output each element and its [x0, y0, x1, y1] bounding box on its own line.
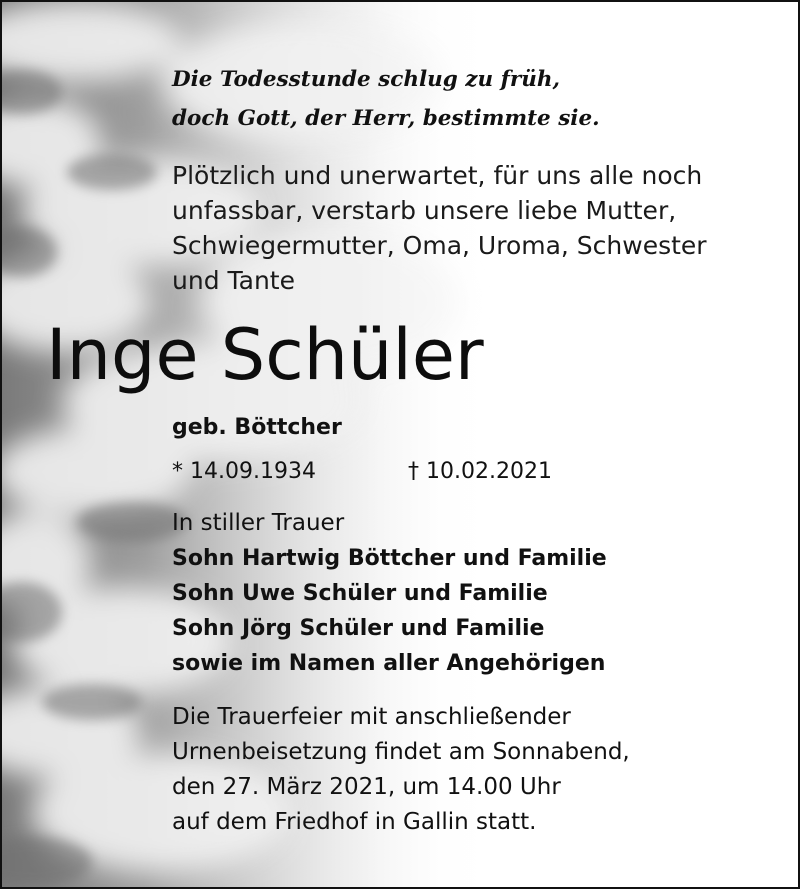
mourner-line: sowie im Namen aller Angehörigen — [172, 651, 606, 676]
maiden-name: geb. Böttcher — [172, 415, 342, 440]
funeral-line-4: auf dem Friedhof in Gallin statt. — [172, 809, 537, 835]
mourning-lead: In stiller Trauer — [172, 510, 345, 536]
funeral-line-2: Urnenbeisetzung findet am Sonnabend, — [172, 739, 630, 765]
funeral-line-1: Die Trauerfeier mit anschließender — [172, 704, 571, 730]
intro-line-2: unfassbar, verstarb unsere liebe Mutter, — [172, 196, 677, 225]
mourner-line: Sohn Jörg Schüler und Familie — [172, 616, 545, 641]
intro-line-1: Plötzlich und unerwartet, für uns alle noch — [172, 161, 703, 190]
funeral-line-3: den 27. März 2021, um 14.00 Uhr — [172, 774, 561, 800]
life-dates — [172, 454, 552, 490]
death-date: † 10.02.2021 — [408, 459, 552, 484]
birth-date: * 14.09.1934 — [172, 459, 316, 484]
memorial-quote — [172, 60, 600, 138]
notice-content — [2, 2, 798, 887]
quote-line-2: doch Gott, der Herr, bestimmte sie. — [172, 106, 600, 131]
funeral-info — [172, 700, 630, 840]
mourners-block — [172, 506, 607, 681]
intro-line-3: Schwiegermutter, Oma, Uroma, Schwester — [172, 231, 707, 260]
mourner-line: Sohn Hartwig Böttcher und Familie — [172, 546, 607, 571]
quote-line-1: Die Todesstunde schlug zu früh, — [172, 67, 560, 92]
intro-line-4: und Tante — [172, 266, 295, 295]
deceased-name: Inge Schüler — [46, 314, 484, 396]
mourner-line: Sohn Uwe Schüler und Familie — [172, 581, 548, 606]
intro-text — [172, 158, 782, 298]
